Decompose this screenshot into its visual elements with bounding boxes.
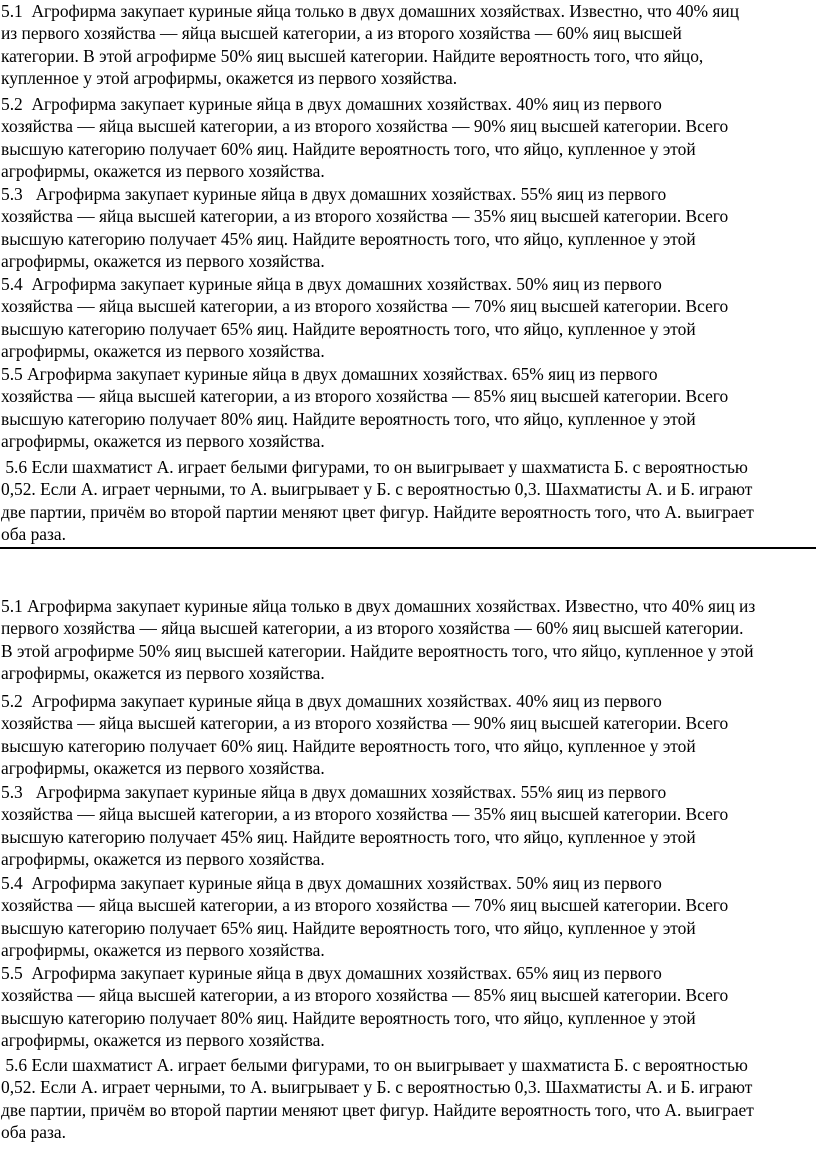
problem-5-5 [1, 962, 815, 1051]
cut-line-divider [0, 547, 816, 549]
problem-line: хозяйства — яйца высшей категории, а из второго хозяйства — 90% яиц высшей категории. Всего [1, 713, 729, 734]
problem-line: хозяйства — яйца высшей категории, а из второго хозяйства — 90% яиц высшей категории. Всего [1, 116, 729, 137]
problem-line: хозяйства — яйца высшей категории, а из второго хозяйства — 70% яиц высшей категории. Всего [1, 296, 729, 317]
problem-line: две партии, причём во второй партии меняют цвет фигур. Найдите вероятность того, что А. выиграет [1, 1099, 754, 1120]
problem-text: Если шахматист А. играет белыми фигурами, то он выигрывает у шахматиста Б. с вероятностью [31, 457, 748, 477]
problem-line: агрофирмы, окажется из первого хозяйства. [1, 662, 325, 683]
problem-line [1, 93, 815, 115]
problem-line [1, 363, 815, 385]
problem-line: агрофирмы, окажется из первого хозяйства. [1, 430, 325, 451]
problem-number: 5.2 [1, 94, 23, 114]
problem-line: высшую категорию получает 65% яиц. Найдите вероятность того, что яйцо, купленное у этой [1, 917, 696, 938]
problem-line: хозяйства — яйца высшей категории, а из второго хозяйства — 70% яиц высшей категории. Всего [1, 895, 729, 916]
problem-5-1 [1, 595, 815, 684]
problem-number: 5.1 [1, 596, 23, 616]
problem-number: 5.3 [1, 782, 23, 802]
problem-number: 5.3 [1, 184, 23, 204]
problem-line [1, 690, 815, 712]
problem-line: высшую категорию получает 65% яиц. Найдите вероятность того, что яйцо, купленное у этой [1, 318, 696, 339]
problem-line: из первого хозяйства — яйца высшей категории, а из второго хозяйства — 60% яиц высшей [1, 23, 682, 44]
problem-5-5 [1, 363, 815, 452]
problem-text: Агрофирма закупает куриные яйца в двух домашних хозяйствах. 55% яиц из первого [35, 184, 667, 204]
problem-5-6 [1, 456, 815, 545]
problem-5-2 [1, 690, 815, 779]
problem-number: 5.4 [1, 873, 23, 893]
problem-5-2 [1, 93, 815, 182]
problem-line: 0,52. Если А. играет черными, то А. выигрывает у Б. с вероятностью 0,3. Шахматисты А. и Б. играют [1, 479, 753, 500]
problem-5-3 [1, 781, 815, 870]
problem-line [1, 595, 815, 617]
problem-line: хозяйства — яйца высшей категории, а из второго хозяйства — 35% яиц высшей категории. Всего [1, 206, 729, 227]
problem-line: В этой агрофирме 50% яиц высшей категории. Найдите вероятность того, что яйцо, купленное у этой [1, 640, 754, 661]
problem-line: первого хозяйства — яйца высшей категории, а из второго хозяйства — 60% яиц высшей категории. [1, 618, 744, 639]
problem-line: хозяйства — яйца высшей категории, а из второго хозяйства — 85% яиц высшей категории. Всего [1, 985, 729, 1006]
problem-text: Агрофирма закупает куриные яйца в двух домашних хозяйствах. 40% яиц из первого [31, 691, 662, 711]
problem-line [1, 456, 815, 478]
problem-line: хозяйства — яйца высшей категории, а из второго хозяйства — 85% яиц высшей категории. Всего [1, 386, 729, 407]
problem-line: оба раза. [1, 1121, 66, 1142]
problem-line: агрофирмы, окажется из первого хозяйства. [1, 848, 325, 869]
problem-text: Агрофирма закупает куриные яйца в двух домашних хозяйствах. 65% яиц из первого [31, 963, 662, 983]
problem-text: Если шахматист А. играет белыми фигурами, то он выигрывает у шахматиста Б. с вероятностью [31, 1055, 748, 1075]
problem-number: 5.1 [1, 1, 23, 21]
problem-line: высшую категорию получает 45% яиц. Найдите вероятность того, что яйцо, купленное у этой [1, 228, 696, 249]
problem-text: Агрофирма закупает куриные яйца в двух домашних хозяйствах. 50% яиц из первого [31, 274, 662, 294]
problem-line: категории. В этой агрофирме 50% яиц высшей категории. Найдите вероятность того, что яйцо, [1, 45, 704, 66]
problem-line [1, 872, 815, 894]
problem-5-6 [1, 1054, 815, 1143]
problem-number: 5.6 [5, 457, 28, 477]
problem-line [1, 962, 815, 984]
problem-line: высшую категорию получает 80% яиц. Найдите вероятность того, что яйцо, купленное у этой [1, 408, 696, 429]
problem-line: агрофирмы, окажется из первого хозяйства. [1, 757, 325, 778]
problem-number: 5.5 [1, 963, 23, 983]
problem-number: 5.5 [1, 364, 23, 384]
problem-5-3 [1, 183, 815, 272]
problem-number: 5.2 [1, 691, 23, 711]
problem-line [1, 273, 815, 295]
problem-line: высшую категорию получает 60% яиц. Найдите вероятность того, что яйцо, купленное у этой [1, 735, 696, 756]
problem-text: Агрофирма закупает куриные яйца только в двух домашних хозяйствах. Известно, что 40% яиц из [27, 596, 756, 616]
problem-line: купленное у этой агрофирмы, окажется из первого хозяйства. [1, 67, 458, 88]
problem-line: 0,52. Если А. играет черными, то А. выигрывает у Б. с вероятностью 0,3. Шахматисты А. и Б. играют [1, 1077, 753, 1098]
problem-line: высшую категорию получает 60% яиц. Найдите вероятность того, что яйцо, купленное у этой [1, 138, 696, 159]
problem-line: агрофирмы, окажется из первого хозяйства. [1, 939, 325, 960]
problem-line: высшую категорию получает 80% яиц. Найдите вероятность того, что яйцо, купленное у этой [1, 1007, 696, 1028]
problem-text: Агрофирма закупает куриные яйца только в двух домашних хозяйствах. Известно, что 40% яиц [31, 1, 740, 21]
problem-line: агрофирмы, окажется из первого хозяйства. [1, 250, 325, 271]
problem-text: Агрофирма закупает куриные яйца в двух домашних хозяйствах. 55% яиц из первого [35, 782, 667, 802]
problem-line [1, 0, 815, 22]
problem-line: агрофирмы, окажется из первого хозяйства. [1, 340, 325, 361]
problem-line: две партии, причём во второй партии меняют цвет фигур. Найдите вероятность того, что А. выиграет [1, 501, 754, 522]
problem-line: оба раза. [1, 523, 66, 544]
problem-line: агрофирмы, окажется из первого хозяйства. [1, 160, 325, 181]
problem-5-4 [1, 273, 815, 362]
problem-number: 5.4 [1, 274, 23, 294]
problem-number: 5.6 [5, 1055, 28, 1075]
problem-text: Агрофирма закупает куриные яйца в двух домашних хозяйствах. 40% яиц из первого [31, 94, 662, 114]
problem-5-4 [1, 872, 815, 961]
problem-line: агрофирмы, окажется из первого хозяйства. [1, 1029, 325, 1050]
problem-line [1, 1054, 815, 1076]
problem-text: Агрофирма закупает куриные яйца в двух домашних хозяйствах. 50% яиц из первого [31, 873, 662, 893]
problem-line [1, 183, 815, 205]
problem-5-1 [1, 0, 815, 89]
problem-line: высшую категорию получает 45% яиц. Найдите вероятность того, что яйцо, купленное у этой [1, 826, 696, 847]
problem-line: хозяйства — яйца высшей категории, а из второго хозяйства — 35% яиц высшей категории. Всего [1, 804, 729, 825]
problem-text: Агрофирма закупает куриные яйца в двух домашних хозяйствах. 65% яиц из первого [27, 364, 658, 384]
problem-line [1, 781, 815, 803]
